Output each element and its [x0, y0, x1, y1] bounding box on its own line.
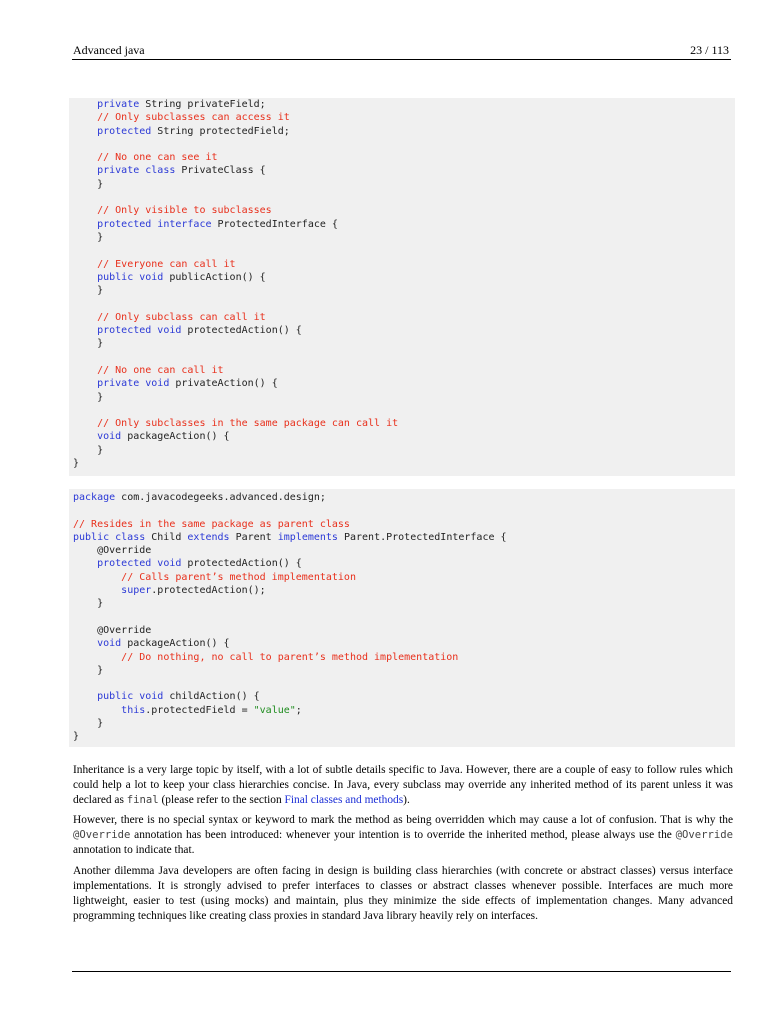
code-line — [73, 504, 735, 517]
paragraph-interfaces — [73, 864, 733, 924]
code-line: } — [73, 718, 104, 730]
code-line: protected void protectedAction() { — [97, 558, 302, 570]
code-line: void packageAction() { — [97, 431, 230, 443]
inline-code-final: final — [126, 794, 159, 806]
code-line: } — [73, 285, 104, 297]
code-block-parent-class — [69, 98, 735, 476]
code-line: // Everyone can call it — [97, 258, 236, 270]
code-line — [73, 404, 735, 417]
code-line: } — [73, 391, 104, 403]
page-header — [72, 42, 731, 60]
paragraph-text: Inheritance is a very large topic by itself, with a lot of subtle details specific to Java. However, there are a couple of easy to follow rules which could help a lot to keep your class hierarchies concise. In Java, every subclass may override any inherited method of its parent unless it was declared as — [73, 764, 733, 806]
code-line — [73, 297, 735, 310]
code-line — [73, 351, 735, 364]
code-line: @Override — [73, 624, 152, 636]
code-line: } — [73, 231, 104, 243]
code-line: // Calls parent’s method implementation — [121, 571, 356, 583]
code-line: } — [73, 664, 104, 676]
code-line: // Resides in the same package as parent class — [73, 518, 350, 530]
paragraph-override — [73, 813, 733, 858]
paragraph-text: (please refer to the section — [158, 794, 285, 806]
paragraph-text: Another dilemma Java developers are often facing in design is building class hierarchies (with concrete or abstract classes) versus interface implementations. It is strongly advised to prefer interfaces to classes or abstract classes whenever possible. Interfaces are much more lightweight, easier to test (using mocks) and maintain, plus they minimize the side effects of implementation changes. Many advanced programming techniques like creating class proxies in standard Java library heavily rely on interfaces. — [73, 865, 733, 922]
page-number: 23 / 113 — [690, 43, 729, 57]
code-line: public void childAction() { — [97, 691, 260, 703]
code-line: // Only subclasses in the same package can call it — [97, 418, 399, 430]
code-line: private class PrivateClass { — [97, 165, 266, 177]
code-line: // No one can see it — [97, 152, 218, 164]
code-line: protected void protectedAction() { — [97, 325, 302, 337]
code-line: } — [73, 178, 104, 190]
code-line: // Do nothing, no call to parent’s method implementation — [121, 651, 459, 663]
code-line: private String privateField; — [97, 99, 266, 110]
paragraph-text: annotation to indicate that. — [73, 844, 195, 856]
paragraph-text: However, there is no special syntax or keyword to mark the method as being overridden which may cause a lot of confusion. That is why the — [73, 814, 733, 826]
final-classes-link[interactable]: Final classes and methods — [284, 794, 404, 806]
code-line — [73, 138, 735, 151]
code-line: public class Child extends Parent implements Parent.ProtectedInterface { — [73, 531, 507, 543]
code-line: void packageAction() { — [97, 638, 230, 650]
code-line: } — [73, 458, 80, 470]
code-line: package com.javacodegeeks.advanced.design; — [73, 492, 326, 503]
paragraph-text: annotation has been introduced: whenever your intention is to override the inherited method, please always use the — [130, 829, 676, 841]
code-line: } — [73, 598, 104, 610]
code-block-child-class — [69, 489, 735, 747]
code-line — [73, 677, 735, 690]
paragraph-text: ). — [403, 794, 410, 806]
code-line: protected interface ProtectedInterface { — [97, 218, 338, 230]
code-line: this.protectedField = "value"; — [121, 704, 302, 716]
code-line: } — [73, 338, 104, 350]
code-line: // Only subclass can call it — [97, 311, 266, 323]
code-line: // Only visible to subclasses — [97, 205, 272, 217]
code-line — [73, 611, 735, 624]
code-line: @Override — [73, 545, 152, 557]
code-line — [73, 191, 735, 204]
code-line: } — [73, 731, 80, 743]
code-line: } — [73, 444, 104, 456]
code-line: // No one can call it — [97, 364, 224, 376]
inline-code-override: @Override — [675, 829, 733, 841]
code-line: // Only subclasses can access it — [97, 112, 290, 124]
code-line: public void publicAction() { — [97, 271, 266, 283]
document-title: Advanced java — [73, 43, 145, 57]
footer-rule — [72, 971, 731, 972]
code-line: super.protectedAction(); — [121, 585, 266, 597]
paragraph-inheritance — [73, 763, 733, 808]
code-line: protected String protectedField; — [97, 125, 290, 137]
code-line — [73, 244, 735, 257]
code-line: private void privateAction() { — [97, 378, 278, 390]
inline-code-override: @Override — [73, 829, 131, 841]
